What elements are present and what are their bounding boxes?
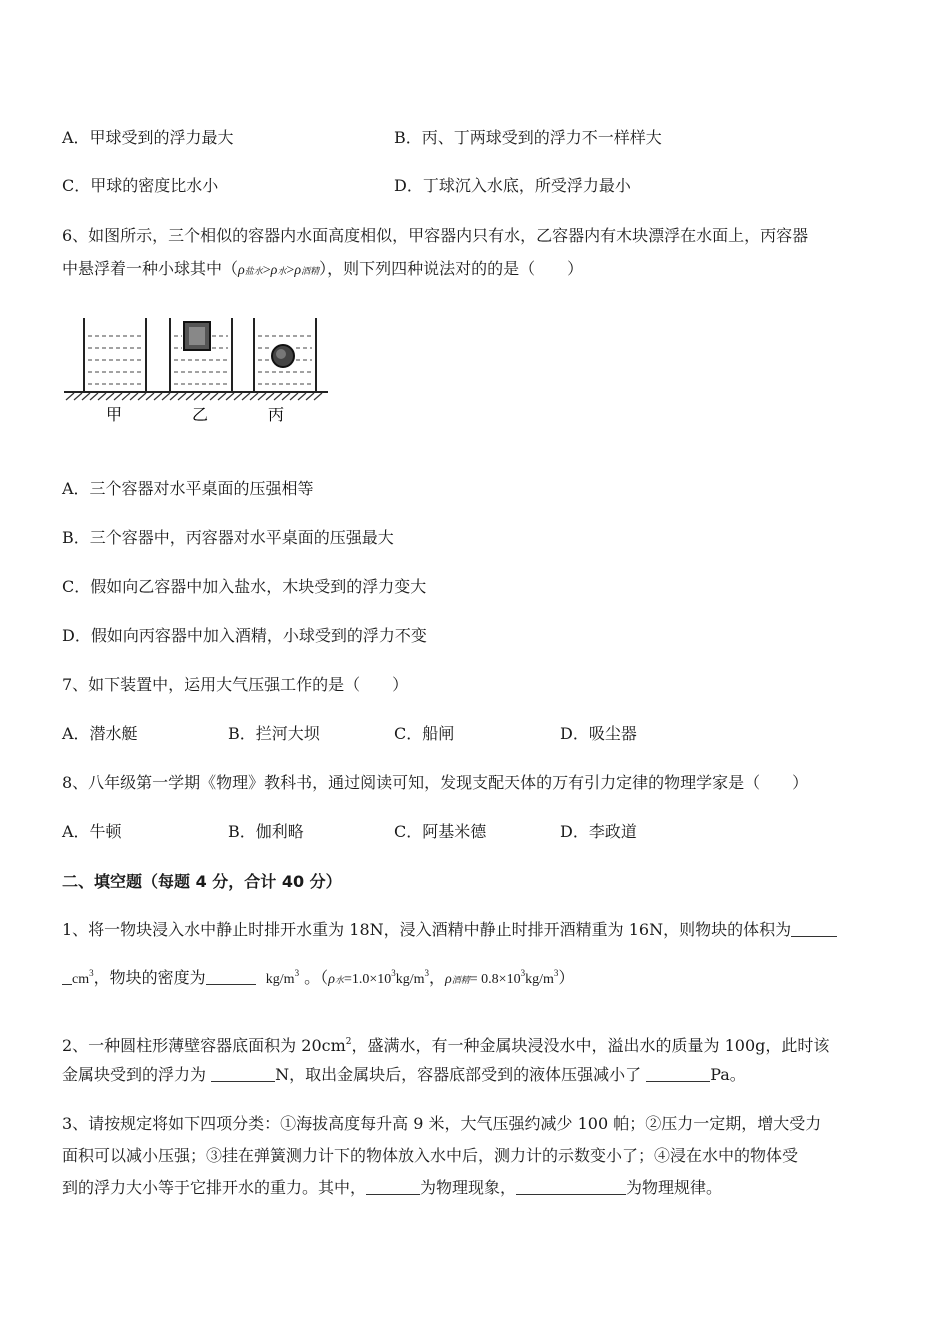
figure-label-yi: 乙 xyxy=(192,405,209,424)
fill2-text-a: 2、一种圆柱形薄壁容器底面积为 20cm xyxy=(62,1036,346,1055)
fill2-text-d: N，取出金属块后，容器底部受到的液体压强减小了 xyxy=(275,1065,647,1084)
fill1-blank-volume[interactable] xyxy=(791,920,837,937)
q6-stem-prefix: 中悬浮着一种小球其中（ xyxy=(62,259,239,278)
fill2-text-b: ，盛满水，有一种金属块浸没水中，溢出水的质量为 100g，此时该 xyxy=(351,1036,830,1055)
fill1-after: 。（ xyxy=(304,968,329,987)
container-yi xyxy=(170,318,232,392)
q6-stem-line1: 6、如图所示，三个相似的容器内水面高度相似，甲容器内只有水，乙容器内有木块漂浮在水面上，丙容器 xyxy=(62,226,809,245)
rho-alcohol-given: ρ酒精= $0.8\times 10^3kg/m^3$ xyxy=(445,968,559,987)
fill1-line1 xyxy=(62,919,837,941)
figure-label-bing: 丙 xyxy=(268,405,285,424)
q6-option-c: C．假如向乙容器中加入盐水，木块受到的浮力变大 xyxy=(62,577,427,596)
fill2-line1 xyxy=(62,1031,829,1057)
container-jia xyxy=(84,318,146,392)
q8-option-b: B．伽利略 xyxy=(228,822,304,841)
fill1-mid-text: ，物块的密度为 xyxy=(93,968,206,987)
fill2-blank-buoyancy[interactable] xyxy=(211,1065,275,1082)
fill3-blank-phenomena[interactable] xyxy=(366,1178,420,1195)
unit-kg-m3: $kg/m^3$ xyxy=(265,968,300,987)
density-relation: ρ盐水>ρ水>ρ酒精 xyxy=(238,263,320,278)
q6-option-b: B．三个容器中，丙容器对水平桌面的压强最大 xyxy=(62,528,394,547)
fill3-blank-laws[interactable] xyxy=(516,1178,626,1195)
q6-stem-suffix: ），则下列四种说法对的的是（ ） xyxy=(319,259,584,278)
q7-option-b: B．拦河大坝 xyxy=(228,724,320,743)
fill3-line1: 3、请按规定将如下四项分类：①海拔高度每升高 9 米，大气压强约减少 100 帕；②压力一定期，增大受力 xyxy=(62,1114,822,1133)
q7-option-a: A．潜水艇 xyxy=(62,724,138,743)
containers-diagram xyxy=(62,312,330,430)
figure-label-jia: 甲 xyxy=(106,405,123,424)
q6-stem-line2 xyxy=(62,258,583,282)
fill2-text-e: Pa。 xyxy=(710,1065,746,1084)
containers-figure xyxy=(62,312,330,430)
q7-stem: 7、如下装置中，运用大气压强工作的是（ ） xyxy=(62,675,409,694)
fill2-exp: 2 xyxy=(345,1037,352,1047)
fill1-text: 1、将一物块浸入水中静止时排开水重为 18N，浸入酒精中静止时排开酒精重为 16N，则物块的体积为 xyxy=(62,920,792,939)
q6-option-a: A．三个容器对水平桌面的压强相等 xyxy=(62,479,314,498)
ground-hatching xyxy=(66,393,322,400)
q7-option-c: C．船闸 xyxy=(394,724,455,743)
unit-cm3: $cm^3$ xyxy=(72,968,94,987)
q5-option-a: A．甲球受到的浮力最大 xyxy=(62,128,234,147)
fill1-blank-density[interactable] xyxy=(206,968,256,985)
section-heading: 二、填空题（每题 4 分，合计 40 分） xyxy=(62,872,342,891)
q8-option-d: D．李政道 xyxy=(560,822,637,841)
fill3-line2: 面积可以减小压强；③挂在弹簧测力计下的物体放入水中后，测力计的示数变小了；④浸在水中的物体受 xyxy=(62,1146,799,1165)
q7-option-d: D．吸尘器 xyxy=(560,724,637,743)
fill1-line2 xyxy=(62,962,574,991)
q8-option-c: C．阿基米德 xyxy=(394,822,487,841)
fill3-text-b: 为物理现象， xyxy=(420,1178,517,1197)
container-bing xyxy=(254,318,316,392)
fill3-line3 xyxy=(62,1177,722,1199)
fill1-sep: ， xyxy=(429,968,446,987)
rho-water-given: ρ水$=1.0\times 10^3kg/m^3$ xyxy=(328,968,430,987)
fill1-close: ） xyxy=(558,968,575,987)
fill2-text-c: 金属块受到的浮力为 xyxy=(62,1065,212,1084)
q8-stem: 8、八年级第一学期《物理》教科书，通过阅读可知，发现支配天体的万有引力定律的物理学家是（ ） xyxy=(62,773,809,792)
fill1-blank-volume-cont[interactable] xyxy=(62,968,72,985)
fill3-text-a: 到的浮力大小等于它排开水的重力。其中， xyxy=(62,1178,367,1197)
q5-option-c: C．甲球的密度比水小 xyxy=(62,176,219,195)
q8-option-a: A．牛顿 xyxy=(62,822,122,841)
fill3-text-c: 为物理规律。 xyxy=(626,1178,723,1197)
q6-option-d: D．假如向丙容器中加入酒精，小球受到的浮力不变 xyxy=(62,626,427,645)
q5-option-b: B．丙、丁两球受到的浮力不一样样大 xyxy=(394,128,662,147)
q5-option-d: D．丁球沉入水底，所受浮力最小 xyxy=(394,176,631,195)
fill2-line2 xyxy=(62,1064,746,1086)
fill2-blank-pressure[interactable] xyxy=(646,1065,710,1082)
